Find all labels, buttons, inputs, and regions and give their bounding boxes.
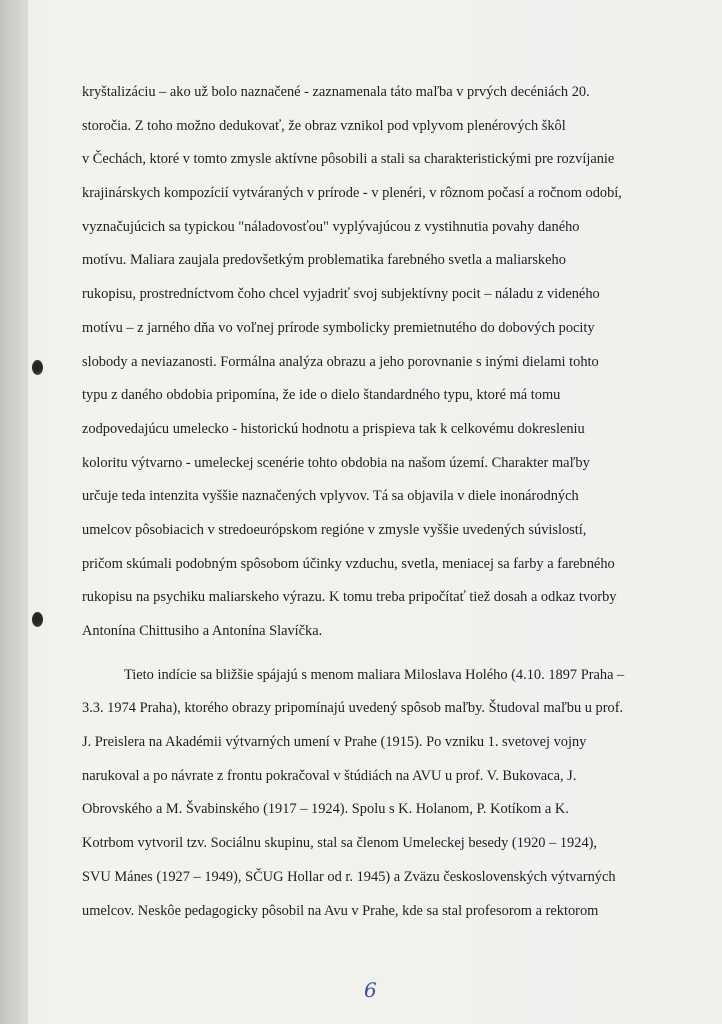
punch-hole-top (32, 360, 43, 375)
text-line: motívu – z jarného dňa vo voľnej prírode symbolicky premietnutého do dobových pocity (82, 319, 595, 336)
text-line: Tieto indície sa bližšie spájajú s menom maliara Miloslava Holého (4.10. 1897 Praha – (124, 666, 625, 683)
text-line: koloritu výtvarno - umeleckej scenérie tohto obdobia na našom území. Charakter maľby (82, 454, 590, 471)
text-line: umelcov. Neskôe pedagogicky pôsobil na Avu v Prahe, kde sa stal profesorom a rektorom (82, 902, 599, 919)
text-line: pričom skúmali podobným spôsobom účinky vzduchu, svetla, meniacej sa farby a farebného (82, 555, 615, 572)
text-line: umelcov pôsobiacich v stredoeurópskom regióne v zmysle vyššie uvedených súvislostí, (82, 521, 587, 538)
text-line: rukopisu na psychiku maliarskeho výrazu. K tomu treba pripočítať tiež dosah a odkaz tvorby (82, 589, 617, 606)
page-edge (26, 0, 28, 1024)
punch-hole-bottom (32, 612, 43, 627)
text-line: kryštalizáciu – ako už bolo naznačené - zaznamenala táto maľba v prvých decéniách 20. (82, 84, 590, 100)
text-line: motívu. Maliara zaujala predovšetkým problematika farebného svetla a maliarskeho (82, 252, 566, 269)
text-line: 3.3. 1974 Praha), ktorého obrazy pripomínajú uvedený spôsob maľby. Študoval maľbu u prof. (82, 700, 624, 717)
page-number: 6 (364, 978, 377, 1002)
text-line: narukoval a po návrate z frontu pokračoval v štúdiách na AVU u prof. V. Bukovaca, J. (82, 767, 577, 784)
text-line: vyznačujúcich sa typickou "náladovosťou" vyplývajúcou z vystihnutia povahy daného (82, 218, 580, 235)
text-line: SVU Mánes (1927 – 1949), SČUG Hollar od r. 1945) a Zväzu československých výtvarných (82, 868, 616, 885)
paragraph-2 (82, 659, 642, 929)
text-line: určuje teda intenzita vyššie naznačených vplyvov. Tá sa objavila v diele inonárodných (82, 488, 579, 505)
binding-shadow (0, 0, 28, 1024)
text-line: v Čechách, ktoré v tomto zmysle aktívne pôsobili a stali sa charakteristickými pre rozvíjanie (82, 151, 615, 168)
text-line: slobody a neviazanosti. Formálna analýza obrazu a jeho porovnanie s inými dielami tohto (82, 353, 599, 370)
document-body (82, 76, 642, 928)
text-line: storočia. Z toho možno dedukovať, že obraz vznikol pod vplyvom plenérových škôl (82, 117, 566, 134)
text-line: krajinárskych kompozícií vytváraných v prírode - v plenéri, v rôznom počasí a ročnom odobí, (82, 185, 622, 202)
text-line: Kotrbom vytvoril tzv. Sociálnu skupinu, stal sa členom Umeleckej besedy (1920 – 1924), (82, 835, 598, 852)
paragraph-gap (82, 649, 642, 659)
text-line: Obrovského a M. Švabinského (1917 – 1924). Spolu s K. Holanom, P. Kotíkom a K. (82, 801, 569, 818)
text-line: zodpovedajúcu umelecko - historickú hodnotu a prispieva tak k celkovému dokresleniu (82, 420, 585, 437)
paragraph-1 (82, 76, 642, 649)
text-line: rukopisu, prostredníctvom čoho chcel vyjadriť svoj subjektívny pocit – náladu z videného (82, 286, 600, 303)
text-line: Antonína Chittusiho a Antonína Slavíčka. (82, 623, 323, 639)
text-line: J. Preislera na Akadémii výtvarných umení v Prahe (1915). Po vzniku 1. svetovej vojny (82, 734, 587, 751)
text-line: typu z daného obdobia pripomína, že ide o dielo štandardného typu, ktoré má tomu (82, 387, 561, 404)
